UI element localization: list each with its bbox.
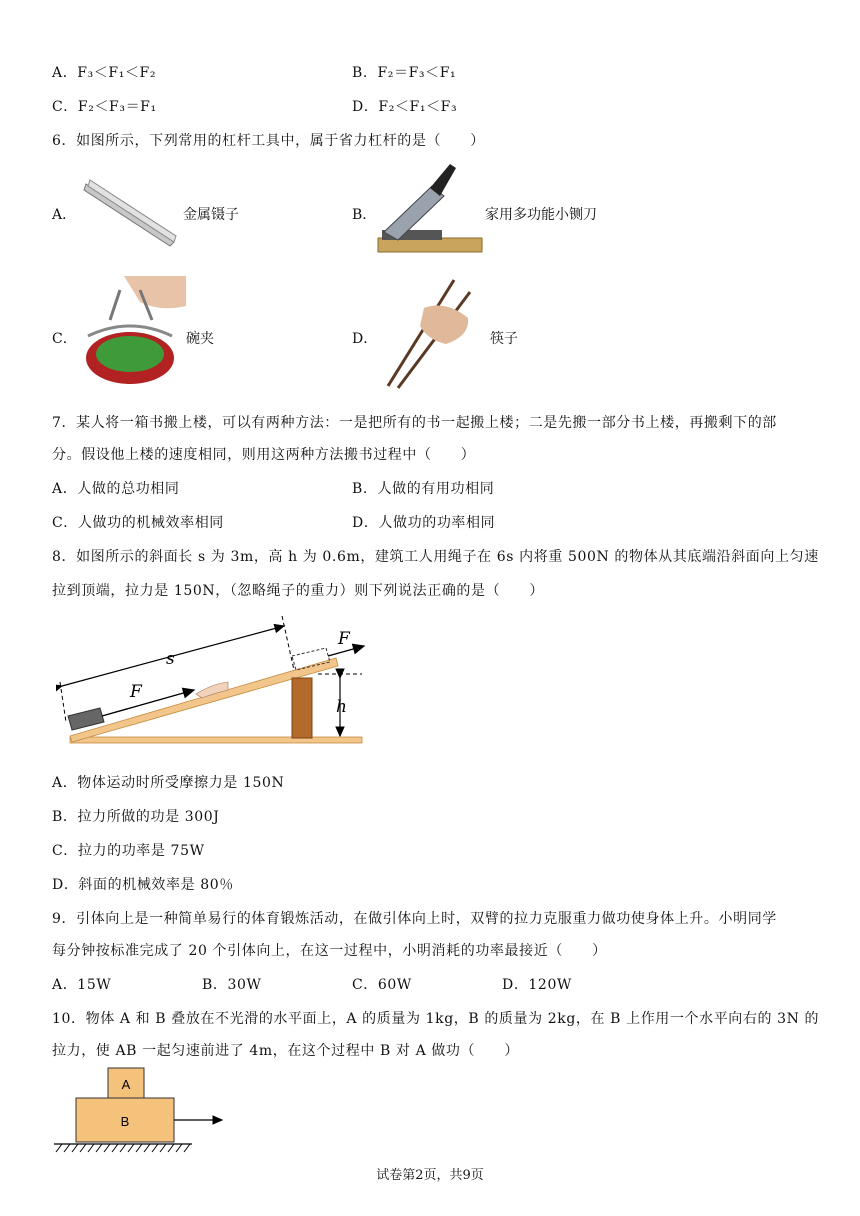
tweezers-icon xyxy=(82,178,178,248)
q9-stem-line1: 9．引体向上是一种简单易行的体育锻炼活动，在做引体向上时，双臂的拉力克服重力做功使身体上升。小明同学 xyxy=(52,911,777,927)
box-block xyxy=(68,708,104,730)
q5-option-a: A．F₃＜F₁＜F₂ xyxy=(52,65,157,81)
q6-option-d-text: 筷子 xyxy=(490,331,518,347)
q5-option-b: B．F₂＝F₃＜F₁ xyxy=(352,65,457,81)
page-footer: 试卷第2页，共9页 xyxy=(376,1168,484,1183)
q8-option-a: A．物体运动时所受摩擦力是 150N xyxy=(52,775,285,791)
s-left-dashed xyxy=(60,682,66,722)
q6-option-b-text: 家用多功能小铡刀 xyxy=(485,207,597,223)
q8-option-b: B．拉力所做的功是 300J xyxy=(52,809,220,825)
q10-stem-line1: 10．物体 A 和 B 叠放在不光滑的水平面上，A 的质量为 1kg，B 的质量为 2kg，在 B 上作用一个水平向右的 3N 的 xyxy=(52,1011,820,1027)
q8-option-d: D．斜面的机械效率是 80％ xyxy=(52,877,234,893)
q9-option-d: D．120W xyxy=(502,977,572,993)
q9-option-a: A．15W xyxy=(52,977,112,993)
q9-option-c: C．60W xyxy=(352,977,412,993)
q10-stem-line2: 拉力，使 AB 一起匀速前进了 4m，在这个过程中 B 对 A 做功（ ） xyxy=(52,1043,519,1059)
label-s: s xyxy=(166,649,175,669)
incline-diagram xyxy=(56,612,368,752)
q7-option-a: A．人做的总功相同 xyxy=(52,481,180,497)
q5-option-d: D．F₂＜F₁＜F₃ xyxy=(352,99,458,115)
label-f-lower: F xyxy=(130,682,142,702)
q6-option-c-letter: C． xyxy=(52,331,77,347)
q8-stem-line1: 8．如图所示的斜面长 s 为 3m，高 h 为 0.6m，建筑工人用绳子在 6s 内将重 500N 的物体从其底端沿斜面向上匀速 xyxy=(52,549,819,565)
stacked-blocks-diagram xyxy=(52,1066,232,1156)
q6-option-b-letter: B． xyxy=(352,207,377,223)
q5-option-c: C．F₂＜F₃＝F₁ xyxy=(52,99,157,115)
bowl-clip-icon xyxy=(80,276,186,386)
label-f-upper: F xyxy=(338,629,350,649)
q7-option-d: D．人做功的功率相同 xyxy=(352,515,496,531)
wooden-support xyxy=(292,678,312,738)
q7-option-c: C．人做功的机械效率相同 xyxy=(52,515,224,531)
q7-stem-line2: 分。假设他上楼的速度相同，则用这两种方法搬书过程中（ ） xyxy=(52,447,476,463)
q9-option-b: B．30W xyxy=(202,977,262,993)
q8-option-c: C．拉力的功率是 75W xyxy=(52,843,205,859)
force-arrow-lower xyxy=(102,690,194,716)
q8-stem-line2: 拉到顶端，拉力是 150N，（忽略绳子的重力）则下列说法正确的是（ ） xyxy=(52,583,545,599)
q6-stem: 6．如图所示，下列常用的杠杆工具中，属于省力杠杆的是（ ） xyxy=(52,133,485,149)
q6-option-a-letter: A． xyxy=(52,207,77,223)
chopping-knife-icon xyxy=(376,162,484,256)
q6-option-a-text: 金属镊子 xyxy=(183,207,239,223)
label-block-a: A xyxy=(121,1077,131,1092)
s-right-dashed xyxy=(282,616,294,670)
ground-plank xyxy=(70,737,362,743)
chopsticks-icon xyxy=(384,278,474,390)
q7-stem-line1: 7．某人将一箱书搬上楼，可以有两种方法：一是把所有的书一起搬上楼；二是先搬一部分书上楼，再搬剩下的部 xyxy=(52,415,777,431)
ground-hatching xyxy=(56,1144,190,1152)
q6-option-d-letter: D． xyxy=(352,331,378,347)
q7-option-b: B．人做的有用功相同 xyxy=(352,481,495,497)
label-h: h xyxy=(336,697,347,717)
q9-stem-line2: 每分钟按标准完成了 20 个引体向上，在这一过程中，小明消耗的功率最接近（ ） xyxy=(52,943,607,959)
label-block-b: B xyxy=(120,1114,130,1129)
q6-option-c-text: 碗夹 xyxy=(186,331,214,347)
